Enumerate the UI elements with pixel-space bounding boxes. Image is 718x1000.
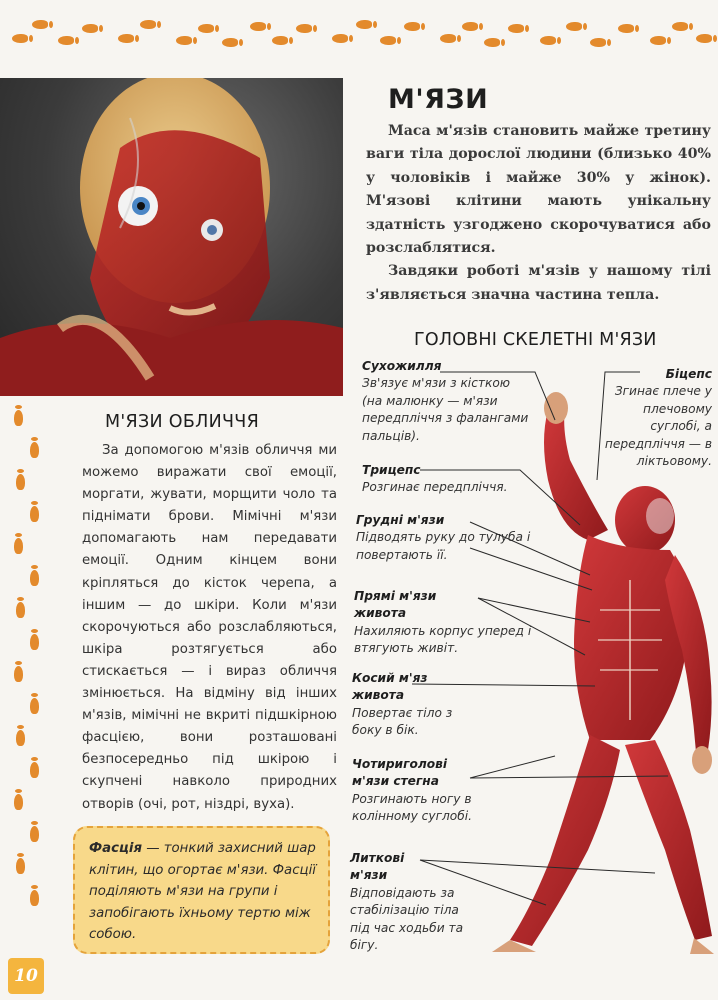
- footprint-decoration: [404, 22, 420, 31]
- fascia-definition: — тонкий захисний шар клітин, що огортає м'язи. Фасції поділяють м'язи на групи і запобігають їхньому тертю між собою.: [89, 841, 316, 943]
- footprint-decoration: [198, 24, 214, 33]
- label-tendons-name: Сухожилля: [362, 359, 442, 373]
- footprint-decoration: [16, 602, 25, 618]
- label-quadriceps-name: Чотириголові м'язи стегна: [352, 757, 448, 789]
- footprint-decoration: [14, 794, 23, 810]
- intro-text: [366, 120, 711, 307]
- page-title: М'ЯЗИ: [388, 84, 489, 115]
- footprint-decoration: [12, 34, 28, 43]
- face-muscles-heading: М'ЯЗИ ОБЛИЧЧЯ: [105, 412, 260, 432]
- muscular-figure-illustration: [470, 380, 718, 960]
- label-triceps-name: Трицепс: [362, 463, 421, 477]
- label-oblique-name: Косий м'яз живота: [352, 671, 428, 703]
- footprint-decoration: [540, 36, 556, 45]
- label-quadriceps-desc: Розгинають ногу в колінному суглобі.: [352, 791, 473, 824]
- footprint-decoration: [14, 410, 23, 426]
- footprint-decoration: [590, 38, 606, 47]
- footprint-decoration: [508, 24, 524, 33]
- footprint-decoration: [30, 442, 39, 458]
- footprint-decoration: [30, 890, 39, 906]
- footprint-decoration: [250, 22, 266, 31]
- face-muscles-image: [0, 78, 343, 396]
- footprint-decoration: [16, 730, 25, 746]
- intro-paragraph-2: Завдяки роботі м'язів у нашому тілі з'являється значна частина тепла.: [366, 263, 711, 303]
- footprint-decoration: [118, 34, 134, 43]
- label-biceps-name: Біцепс: [665, 367, 712, 381]
- footprint-decoration: [30, 826, 39, 842]
- label-rectus-name: Прямі м'язи живота: [354, 589, 437, 621]
- footprint-decoration: [30, 634, 39, 650]
- footprint-decoration: [484, 38, 500, 47]
- label-rectus-desc: Нахиляють корпус уперед і втягують живіт.: [354, 623, 532, 656]
- footprint-decoration: [356, 20, 372, 29]
- label-biceps-desc: Згинає плече у плечовому суглобі, а передпліччя — в ліктьовому.: [604, 384, 712, 469]
- footprint-decoration: [672, 22, 688, 31]
- footprint-decoration: [440, 34, 456, 43]
- footprint-decoration: [462, 22, 478, 31]
- label-calf: [350, 850, 470, 954]
- footprint-decoration: [566, 22, 582, 31]
- page-number: 10: [8, 958, 44, 994]
- footprint-decoration: [82, 24, 98, 33]
- label-triceps-desc: Розгинає передпліччя.: [362, 480, 508, 495]
- footprint-decoration: [30, 762, 39, 778]
- skeletal-muscles-heading: ГОЛОВНІ СКЕЛЕТНІ М'ЯЗИ: [414, 330, 657, 350]
- footprint-decoration: [14, 538, 23, 554]
- label-oblique-desc: Повертає тіло з боку в бік.: [352, 705, 453, 738]
- footprint-decoration: [16, 474, 25, 490]
- fascia-note: [73, 826, 330, 954]
- footprint-decoration: [58, 36, 74, 45]
- footprint-decoration: [332, 34, 348, 43]
- label-calf-name: Литкові м'язи: [350, 851, 405, 883]
- label-calf-desc: Відповідають за стабілізацію тіла під час ходьби та бігу.: [350, 885, 464, 953]
- footprint-decoration: [222, 38, 238, 47]
- footprint-decoration: [650, 36, 666, 45]
- footprint-decoration: [272, 36, 288, 45]
- footprint-decoration: [32, 20, 48, 29]
- label-pectoral-name: Грудні м'язи: [356, 513, 445, 527]
- footprint-decoration: [16, 858, 25, 874]
- fascia-term: Фасція: [89, 841, 142, 856]
- label-oblique: [352, 670, 472, 740]
- face-muscles-paragraph: За допомогою м'язів обличчя ми можемо виражати свої емоції, моргати, жувати, морщити чоло та піднімати брови. Мімічні м'язи допомагають нам передавати емоції. Одним кінцем вони кріпляться до кісток черепа, а іншим — до шкіри. Коли м'язи скорочуються або розслабляються, шкіра розтягується або стискається — і вираз обличчя змінюється. На відміну від інших м'язів, мімічні не вкриті підшкірною фасцією, вони розташовані безпосередньо під шкірою і скупчені навколо природних отворів (очі, рот, ніздрі, вуха).: [82, 443, 337, 812]
- footprint-decoration: [380, 36, 396, 45]
- footprint-decoration: [140, 20, 156, 29]
- footprint-decoration: [296, 24, 312, 33]
- label-pectoral-desc: Підводять руку до тулуба і повертають її.: [356, 530, 531, 562]
- footprint-decoration: [30, 698, 39, 714]
- footprint-decoration: [618, 24, 634, 33]
- footprint-border-top: [0, 6, 718, 66]
- footprint-decoration: [30, 506, 39, 522]
- footprint-border-left: [0, 380, 60, 940]
- footprint-decoration: [176, 36, 192, 45]
- face-muscles-text: [82, 440, 337, 816]
- footprint-decoration: [696, 34, 712, 43]
- footprint-decoration: [30, 570, 39, 586]
- label-tendons-desc: Зв'язує м'язи з кісткою (на малюнку — м'язи передпліччя з фалангами пальців).: [362, 376, 529, 443]
- intro-paragraph-1: Маса м'язів становить майже третину ваги тіла дорослої людини (близько 40% у чоловіків і майже 30% у жінок). М'язові клітини мають унікальну здатність узгоджено скорочуватися або розслаблятися.: [366, 123, 711, 257]
- footprint-decoration: [14, 666, 23, 682]
